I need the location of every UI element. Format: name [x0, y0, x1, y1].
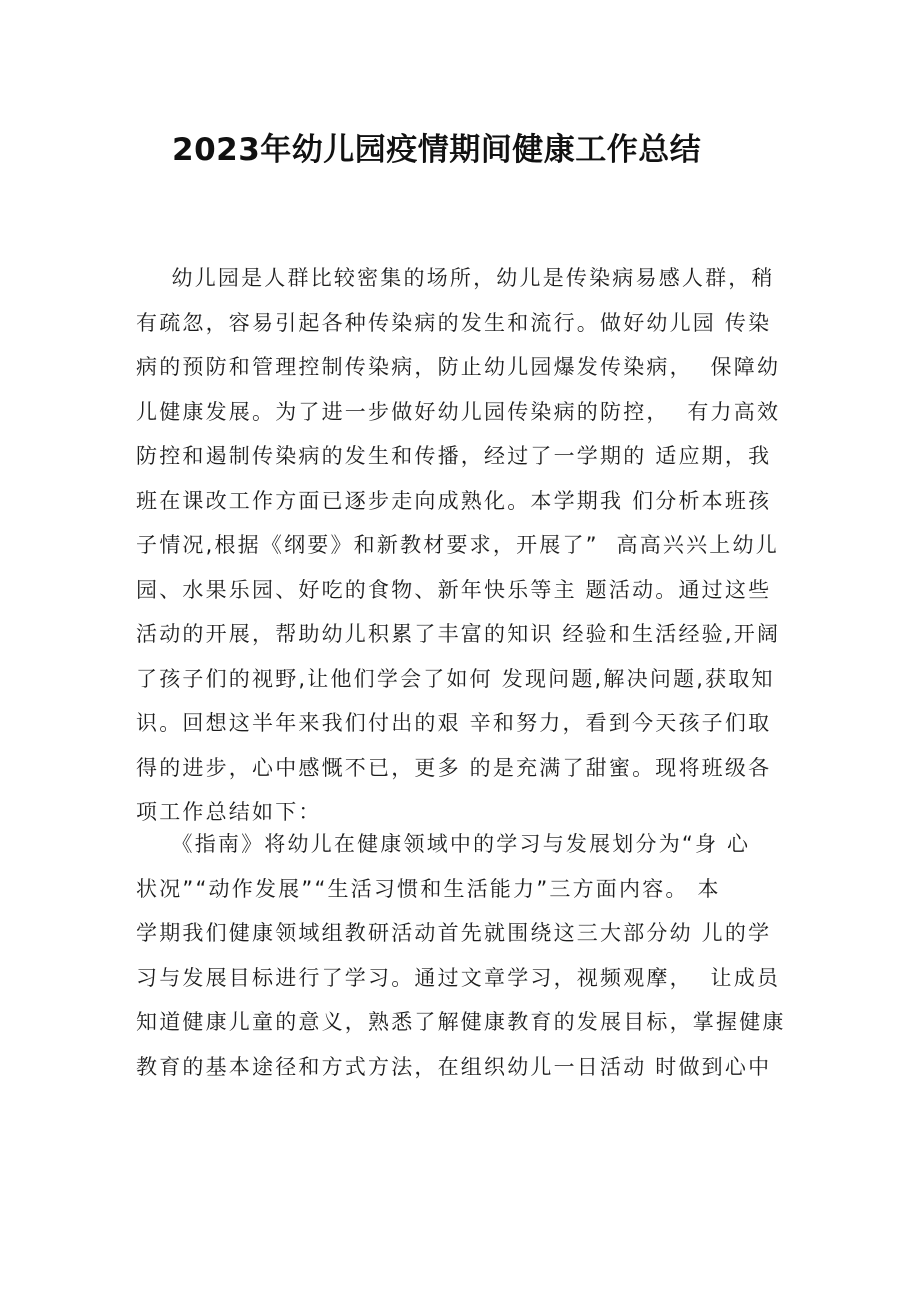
paragraph-line: 防控和遏制传染病的发生和传播，经过了一学期的 适应期，我: [136, 444, 772, 468]
paragraph-line: 有疏忽，容易引起各种传染病的发生和流行。做好幼儿园 传染: [136, 310, 772, 335]
paragraph-2: [136, 822, 796, 1089]
paragraph-line: 幼儿园是人群比较密集的场所，幼儿是传染病易感人群，稍: [136, 266, 775, 290]
paragraph-line: 园、水果乐园、好吃的食物、新年快乐等主 题活动。通过这些: [136, 577, 772, 602]
paragraph-line: 识。回想这半年来我们付出的艰 辛和努力，看到今天孩子们取: [136, 711, 772, 735]
paragraph-line: 得的进步，心中感慨不已，更多 的是充满了甜蜜。现将班级各: [136, 755, 772, 780]
paragraph-line: 班在课改工作方面已逐步走向成熟化。本学期我 们分析本班孩: [136, 488, 772, 513]
paragraph-line: 儿健康发展。为了进一步做好幼儿园传染病的防控， 有力高效: [136, 399, 781, 424]
paragraph-line: 项工作总结如下：: [136, 800, 322, 824]
paragraph-line: 《指南》将幼儿在健康领域中的学习与发展划分为“身 心: [136, 832, 751, 856]
paragraph-line: 学期我们健康领域组教研活动首先就围绕这三大部分幼 儿的学: [136, 921, 772, 945]
paragraph-line: 知道健康儿童的意义，熟悉了解健康教育的发展目标，掌握健康: [136, 1010, 786, 1034]
document-title: 2023年幼儿园疫情期间健康工作总结: [172, 132, 702, 168]
paragraph-line: 教育的基本途径和方式方法，在组织幼儿一日活动 时做到心中: [136, 1054, 772, 1079]
paragraph-line: 活动的开展，帮助幼儿积累了丰富的知识 经验和生活经验,开阔: [136, 622, 781, 646]
paragraph-line: 习与发展目标进行了学习。通过文章学习，视频观摩， 让成员: [136, 965, 781, 990]
paragraph-line: 状况”“动作发展”“生活习惯和生活能力”三方面内容。 本: [136, 876, 721, 901]
paragraph-line: 子情况,根据《纲要》和新教材要求，开展了” 高高兴兴上幼儿: [136, 533, 779, 557]
paragraph-1: [136, 256, 796, 835]
paragraph-line: 了孩子们的视野,让他们学会了如何 发现问题,解决问题,获取知: [136, 666, 775, 691]
paragraph-line: 病的预防和管理控制传染病，防止幼儿园爆发传染病， 保障幼: [136, 355, 781, 379]
